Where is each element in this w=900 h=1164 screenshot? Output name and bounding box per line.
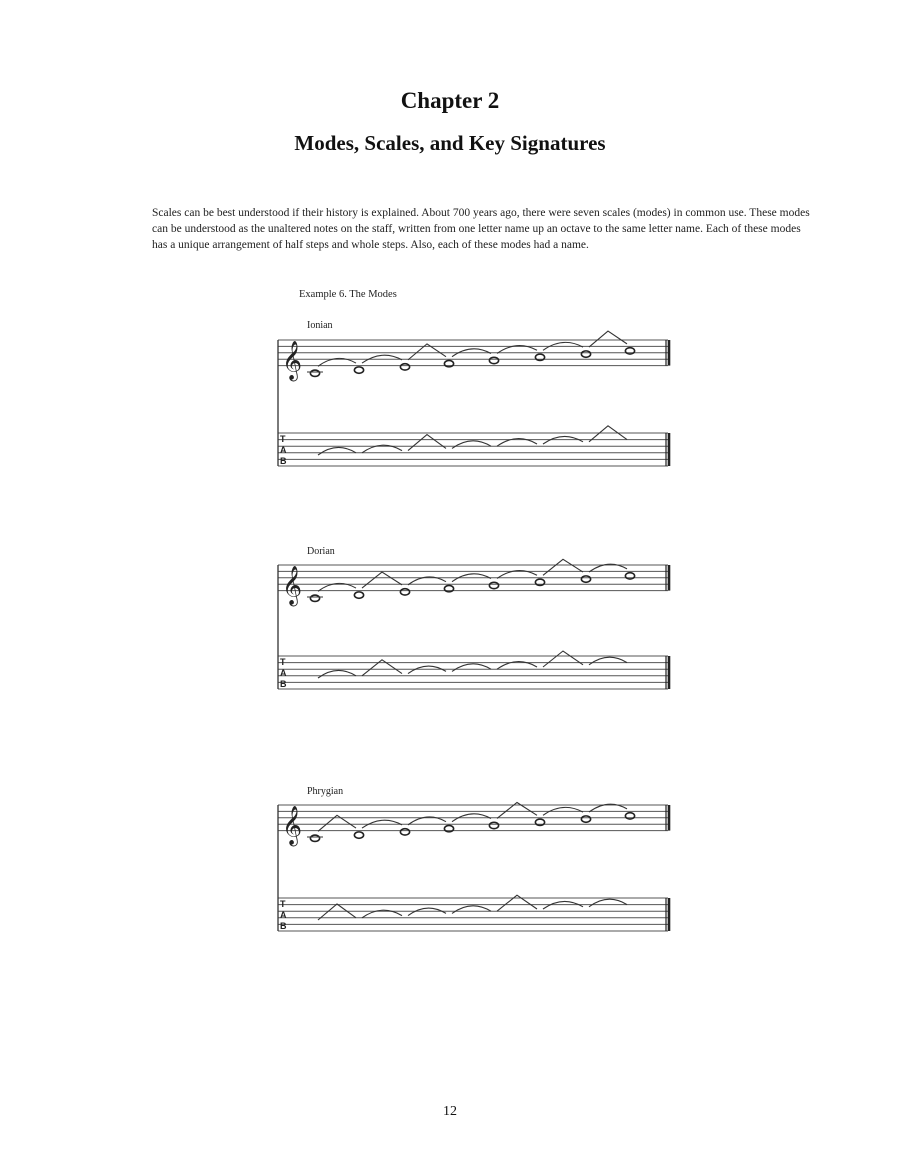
- mode-2-tab-letter: B: [280, 679, 287, 689]
- mode-2-tab-letter: A: [280, 668, 287, 678]
- mode-2-note: [310, 595, 319, 601]
- chapter-title: Chapter 2: [400, 88, 500, 113]
- mode-2-tab-step-mark-W: [408, 666, 446, 674]
- mode-1-tab-step-mark-W: [318, 447, 356, 455]
- mode-1-tab-step-mark-W: [452, 441, 491, 449]
- mode-1-tab-step-mark-H: [408, 435, 446, 451]
- mode-2-step-mark-H: [362, 572, 402, 588]
- mode-2-note: [354, 592, 363, 598]
- mode-2-tab-step-mark-W: [318, 670, 356, 678]
- mode-1-tab-letter: B: [280, 456, 287, 466]
- mode-1-note: [489, 357, 498, 363]
- mode-2-tab-letter: T: [280, 657, 286, 667]
- mode-3-note: [354, 832, 363, 838]
- mode-3-note: [310, 835, 319, 841]
- mode-3-tab-letter: T: [280, 899, 286, 909]
- mode-3-note: [581, 816, 590, 822]
- mode-2-note: [581, 576, 590, 582]
- mode-label-dorian: Dorian: [307, 546, 335, 557]
- mode-2-note: [489, 582, 498, 588]
- mode-3-note: [400, 829, 409, 835]
- mode-3-tab-step-mark-W: [408, 908, 446, 916]
- example-caption: Example 6. The Modes: [299, 289, 397, 300]
- mode-2-tab-step-mark-H: [543, 651, 583, 667]
- mode-1-tab-letter: T: [280, 434, 286, 444]
- mode-label-phrygian: Phrygian: [307, 786, 344, 797]
- mode-3-note: [489, 822, 498, 828]
- mode-3-tab-step-mark-W: [543, 901, 583, 909]
- mode-3-tab-letter: B: [280, 921, 287, 931]
- mode-1-tab-step-mark-W: [543, 436, 583, 444]
- mode-1-step-mark-H: [589, 331, 627, 347]
- mode-1-treble-clef-icon: 𝄞: [282, 340, 303, 381]
- intro-paragraph: Scales can be best understood if their history is explained. About 700 years ago, there were seven scales (modes) in common use. These modes can be understood as the unaltered notes on the staff, written from one letter name up an octave to the same letter name. Each of these modes has a unique arrangement of half steps and whole steps. Also, each of these modes had a name.: [152, 207, 810, 251]
- mode-3-tab-step-mark-W: [589, 899, 627, 907]
- mode-1-note: [354, 367, 363, 373]
- mode-label-ionian: Ionian: [307, 320, 333, 331]
- mode-1-note: [400, 364, 409, 370]
- mode-2-tab-step-mark-W: [589, 657, 627, 665]
- mode-3-tab-letter: A: [280, 910, 287, 920]
- mode-1-tab-letter: A: [280, 445, 287, 455]
- mode-1-note: [310, 370, 319, 376]
- mode-3-tab-step-mark-W: [452, 906, 491, 914]
- page-number: 12: [443, 1104, 457, 1119]
- mode-2-tab-step-mark-W: [452, 664, 491, 672]
- mode-3-treble-clef-icon: 𝄞: [282, 805, 303, 846]
- chapter-subtitle: Modes, Scales, and Key Signatures: [294, 131, 606, 155]
- mode-2-step-mark-H: [543, 559, 583, 575]
- mode-1-note: [581, 351, 590, 357]
- mode-2-treble-clef-icon: 𝄞: [282, 565, 303, 606]
- mode-2-note: [400, 589, 409, 595]
